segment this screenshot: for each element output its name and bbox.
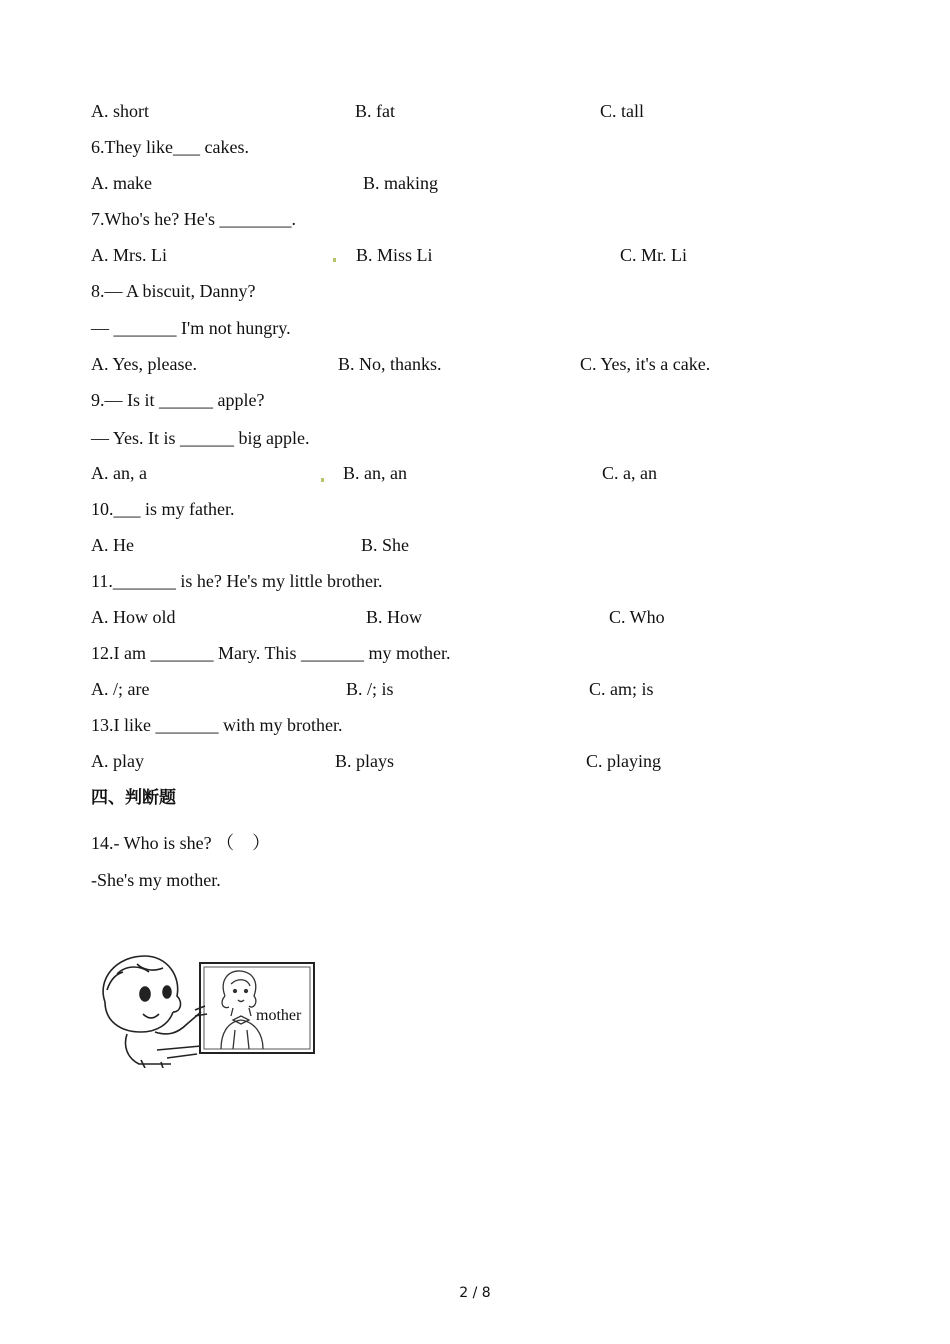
q9-option-b: B. an, an — [343, 463, 407, 483]
picture-label: mother — [256, 1007, 302, 1024]
q8-stem: 8.— A biscuit, Danny? — [91, 281, 256, 301]
q5-option-c: C. tall — [600, 101, 644, 121]
q10-option-a: A. He — [91, 535, 134, 555]
q13-option-b: B. plays — [335, 751, 395, 771]
q9-stem-reply: — Yes. It is ______ big apple. — [91, 428, 310, 448]
q7-option-a: A. Mrs. Li — [91, 245, 167, 265]
q11-option-a: A. How old — [91, 607, 176, 627]
q8-option-c: C. Yes, it's a cake. — [580, 354, 711, 374]
illustration-svg — [97, 950, 319, 1068]
q12-option-a: A. /; are — [91, 679, 150, 699]
q13-stem: 13.I like _______ with my brother. — [91, 715, 343, 735]
q10-stem: 10.___ is my father. — [91, 499, 235, 519]
q12-stem: 12.I am _______ Mary. This _______ my mother. — [91, 643, 451, 663]
q8-option-b: B. No, thanks. — [338, 354, 442, 374]
boy-sketch — [103, 956, 207, 1068]
boy-pointing-illustration — [97, 950, 319, 1068]
q11-option-c: C. Who — [609, 607, 665, 627]
q11-stem: 11._______ is he? He's my little brother. — [91, 571, 383, 591]
q9-stem: 9.— Is it ______ apple? — [91, 390, 265, 410]
q9-option-a: A. an, a — [91, 463, 147, 483]
page-number: 2 / 8 — [459, 1285, 491, 1301]
q5-option-b: B. fat — [355, 101, 395, 121]
q6-option-b: B. making — [363, 173, 438, 193]
q5-option-a: A. short — [91, 101, 149, 121]
q14-stem: 14.- Who is she? （ ） — [91, 833, 271, 853]
q13-option-c: C. playing — [586, 751, 661, 771]
q14-stem-reply: -She's my mother. — [91, 870, 221, 890]
q12-option-b: B. /; is — [346, 679, 394, 699]
q8-option-a: A. Yes, please. — [91, 354, 197, 374]
q11-option-b: B. How — [366, 607, 423, 627]
q7-option-b: B. Miss Li — [356, 245, 433, 265]
q7-stem: 7.Who's he? He's ________. — [91, 209, 296, 229]
q12-option-c: C. am; is — [589, 679, 654, 699]
marker-dot — [321, 478, 324, 482]
q6-option-a: A. make — [91, 173, 152, 193]
section-heading: 四、判断题 — [91, 788, 176, 808]
q9-option-c: C. a, an — [602, 463, 657, 483]
q7-option-c: C. Mr. Li — [620, 245, 688, 265]
q13-option-a: A. play — [91, 751, 144, 771]
q6-stem: 6.They like___ cakes. — [91, 137, 249, 157]
q8-stem-reply: — _______ I'm not hungry. — [91, 318, 291, 338]
q10-option-b: B. She — [361, 535, 410, 555]
marker-dot — [333, 258, 336, 262]
